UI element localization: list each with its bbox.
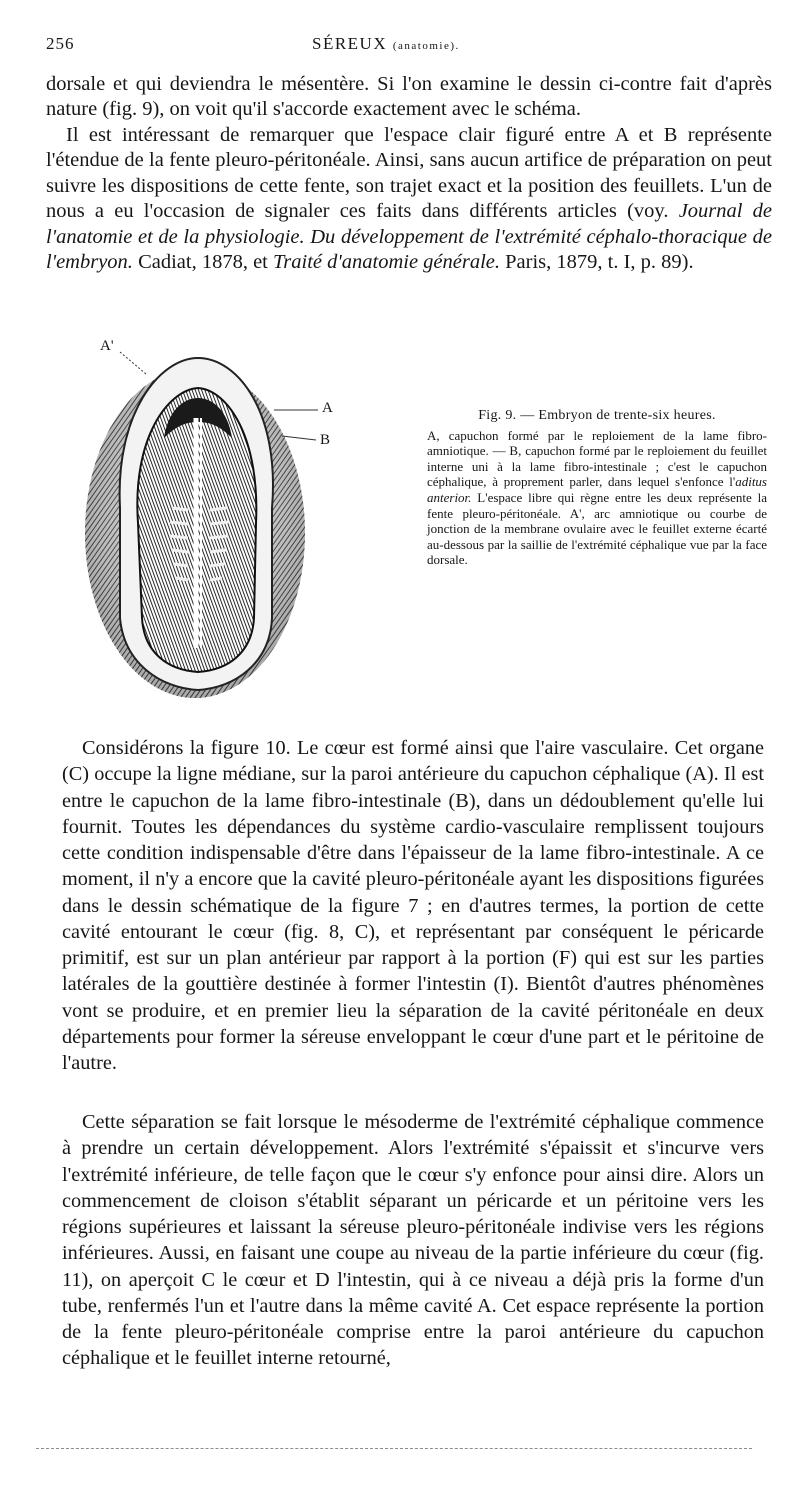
paragraph-1: dorsale et qui deviendra le mésentère. Si l'on examine le dessin ci-contre fait d'après nature (fig. 9), on voit qu'il s'accorde exactement avec le schéma. — [46, 73, 772, 121]
caption-body — [427, 428, 767, 568]
figure-9-embryo-illustration — [60, 318, 380, 718]
caption-italic-term: aditus anterior. — [427, 474, 767, 505]
running-title-qualifier: (anatomie). — [392, 40, 460, 52]
paragraph-2-citation-traite: Traité d'anatomie générale. — [273, 251, 501, 274]
running-title — [312, 34, 460, 54]
paragraph-2-text-a: Il est intéressant de remarquer que l'espace clair figuré entre A et B représente l'étendue de la fente pleuro-péritonéale. Ainsi, sans aucun artifice de préparation on peut suivre les dispositions de cette fente, son trajet exact et la position des feuillets. L'un de nous a eu l'occasion de signaler ces faits dans différents articles (voy. — [46, 124, 772, 223]
caption-text-a: A, capuchon formé par le reploiement de la lame fibro-amniotique. — B, capuchon formé par le reploiement du feuillet interne uni à la lame fibro-intestinale ; c'est le capuchon céphalique, à proprement parler, dans lequel s'enfonce l' — [427, 427, 767, 490]
figure-label-a: A — [322, 400, 333, 416]
caption-text-b: L'espace libre qui règne entre les deux représente la fente pleuro-péritonéale. A', arc amniotique ou courbe de jonction de la membrane ovulaire avec le feuillet externe écarté au-dessous par la saillie de l'extrémité céphalique vue par la face dorsale. — [427, 489, 767, 568]
paragraph-3: Considérons la figure 10. Le cœur est formé ainsi que l'aire vasculaire. Cet organe (C) occupe la ligne médiane, sur la paroi antérieure du capuchon céphalique (A). Il est entre le capuchon de la lame fibro-intestinale (B), dans un dédoublement qu'elle lui fournit. Toutes les dépendances du système cardio-vasculaire remplissent toujours cette condition indispensable d'être dans l'épaisseur de la lame fibro-intestinale. A ce moment, il n'y a encore que la cavité pleuro-péritonéale ayant les dispositions figurées dans le dessin schématique de la figure 7 ; en d'autres termes, la portion de cette cavité entourant le cœur (fig. 8, C), et représentant par conséquent le péricarde primitif, est sur un plan antérieur par rapport à la portion (F) qui est sur les parties latérales de la gouttière destinée à former l'intestin (I). Bientôt d'autres phénomènes vont se produire, et en premier lieu la séparation de la cavité péritonéale en deux départements pour former la séreuse enveloppant le cœur d'une part et le péritoine de l'autre. — [62, 737, 764, 1074]
figure-caption — [427, 408, 767, 568]
running-title-main: SÉREUX — [312, 34, 388, 53]
paragraph-2-citation-journal: Journal de l'anatomie et de la physiologie. Du développement de l'extrémité céphalo-thoracique de l'embryon. — [46, 200, 773, 274]
paragraph-2 — [46, 123, 772, 275]
paragraph-2-text-c: Paris, 1879, t. I, p. 89). — [500, 251, 694, 274]
running-head — [42, 34, 760, 58]
caption-title: Fig. 9. — Embryon de trente-six heures. — [478, 408, 716, 423]
footer-rule — [36, 1448, 752, 1449]
embryo-engraving — [60, 318, 380, 718]
page-number: 256 — [46, 34, 75, 53]
figure-label-b: B — [320, 432, 331, 448]
figure-label-a-prime: A' — [100, 338, 114, 354]
paragraph-4: Cette séparation se fait lorsque le mésoderme de l'extrémité céphalique commence à prendre un certain développement. Alors l'extrémité s'épaissit et s'incurve vers l'extrémité inférieure, de telle façon que le cœur s'y enfonce pour ainsi dire. Alors un commencement de cloison s'établit séparant un péricarde et un péritoine vers les régions supérieures et laissant la séreuse pleuro-péritonéale indivise vers les régions inférieures. Aussi, en faisant une coupe au niveau de la partie inférieure du cœur (fig. 11), on aperçoit C le cœur et D l'intestin, qui à ce niveau a déjà pris la forme d'un tube, renfermés l'un et l'autre dans la même cavité A. Cet espace représente la portion de la fente pleuro-péritonéale comprise entre la paroi antérieure du capuchon céphalique et le feuillet interne retourné, — [62, 1111, 764, 1370]
paragraph-2-text-b: Cadiat, 1878, et — [132, 251, 273, 274]
